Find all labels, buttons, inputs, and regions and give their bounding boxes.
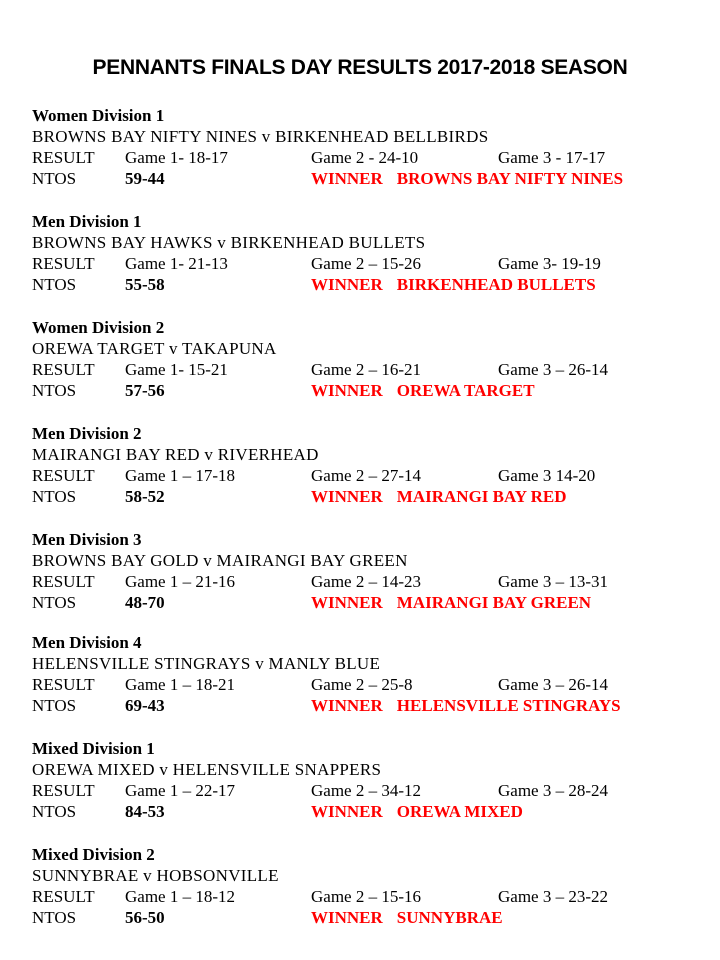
ntos-score: 58-52 [125,487,165,506]
winner-label: WINNER [311,381,383,400]
result-row [32,571,712,592]
result-label: RESULT [32,466,95,485]
game-1-score: Game 1 – 17-18 [125,466,236,485]
ntos-score: 57-56 [125,381,165,400]
winner-text [311,168,623,189]
result-label: RESULT [32,887,95,906]
division-block [32,738,712,822]
result-label: RESULT [32,675,95,694]
game-3-score: Game 3 – 23-22 [498,887,609,906]
ntos-label: NTOS [32,487,77,506]
game-1-score: Game 1 – 22-17 [125,781,236,800]
ntos-label: NTOS [32,593,77,612]
game-2-score: Game 2 – 27-14 [311,466,422,485]
division-heading: Men Division 3 [32,530,142,549]
division-block [32,632,712,716]
game-3-score: Game 3- 19-19 [498,254,601,273]
division-heading: Men Division 4 [32,633,142,652]
ntos-score: 69-43 [125,696,165,715]
winner-team: BROWNS BAY NIFTY NINES [396,169,624,188]
result-label: RESULT [32,572,95,591]
winner-text [311,380,535,401]
ntos-label: NTOS [32,169,77,188]
result-row [32,886,712,907]
winner-team: MAIRANGI BAY RED [396,487,567,506]
winner-team: OREWA TARGET [396,381,535,400]
division-block [32,317,712,401]
division-block [32,105,712,189]
ntos-row [32,907,712,928]
division-block [32,844,712,928]
result-row [32,359,712,380]
winner-team: BIRKENHEAD BULLETS [396,275,596,294]
winner-label: WINNER [311,487,383,506]
result-row [32,465,712,486]
ntos-row [32,486,712,507]
game-3-score: Game 3 14-20 [498,466,596,485]
division-block [32,529,712,613]
game-3-score: Game 3 - 17-17 [498,148,606,167]
ntos-label: NTOS [32,696,77,715]
ntos-row [32,592,712,613]
ntos-score: 48-70 [125,593,165,612]
ntos-row [32,695,712,716]
division-heading: Women Division 2 [32,318,165,337]
ntos-row [32,801,712,822]
game-2-score: Game 2 – 15-16 [311,887,422,906]
ntos-row [32,168,712,189]
division-matchup: HELENSVILLE STINGRAYS v MANLY BLUE [32,654,381,673]
winner-team: OREWA MIXED [396,802,523,821]
game-1-score: Game 1- 15-21 [125,360,228,379]
result-label: RESULT [32,781,95,800]
division-heading: Men Division 2 [32,424,142,443]
division-block [32,423,712,507]
division-matchup: OREWA MIXED v HELENSVILLE SNAPPERS [32,760,382,779]
winner-text [311,801,523,822]
ntos-score: 55-58 [125,275,165,294]
game-2-score: Game 2 – 14-23 [311,572,422,591]
winner-text [311,695,621,716]
ntos-row [32,274,712,295]
winner-team: MAIRANGI BAY GREEN [396,593,592,612]
winner-label: WINNER [311,169,383,188]
winner-label: WINNER [311,908,383,927]
game-3-score: Game 3 – 28-24 [498,781,609,800]
game-3-score: Game 3 – 26-14 [498,675,609,694]
ntos-row [32,380,712,401]
division-matchup: OREWA TARGET v TAKAPUNA [32,339,277,358]
result-row [32,674,712,695]
ntos-label: NTOS [32,381,77,400]
winner-label: WINNER [311,696,383,715]
ntos-label: NTOS [32,802,77,821]
game-1-score: Game 1- 21-13 [125,254,228,273]
division-block [32,211,712,295]
division-matchup: MAIRANGI BAY RED v RIVERHEAD [32,445,319,464]
result-row [32,253,712,274]
game-2-score: Game 2 – 25-8 [311,675,413,694]
winner-text [311,907,503,928]
winner-label: WINNER [311,802,383,821]
division-heading: Women Division 1 [32,106,165,125]
result-row [32,147,712,168]
division-heading: Mixed Division 1 [32,739,155,758]
winner-text [311,592,591,613]
ntos-label: NTOS [32,275,77,294]
winner-label: WINNER [311,593,383,612]
division-heading: Men Division 1 [32,212,142,231]
game-2-score: Game 2 – 16-21 [311,360,422,379]
result-label: RESULT [32,360,95,379]
game-2-score: Game 2 – 34-12 [311,781,422,800]
game-1-score: Game 1 – 18-21 [125,675,236,694]
ntos-score: 84-53 [125,802,165,821]
division-heading: Mixed Division 2 [32,845,155,864]
winner-text [311,274,596,295]
game-1-score: Game 1 – 18-12 [125,887,236,906]
division-matchup: BROWNS BAY GOLD v MAIRANGI BAY GREEN [32,551,408,570]
ntos-label: NTOS [32,908,77,927]
game-2-score: Game 2 – 15-26 [311,254,422,273]
result-label: RESULT [32,254,95,273]
game-1-score: Game 1- 18-17 [125,148,228,167]
game-3-score: Game 3 – 26-14 [498,360,609,379]
page-title: PENNANTS FINALS DAY RESULTS 2017-2018 SEASON [92,56,628,79]
result-label: RESULT [32,148,95,167]
ntos-score: 56-50 [125,908,165,927]
game-2-score: Game 2 - 24-10 [311,148,419,167]
ntos-score: 59-44 [125,169,165,188]
winner-team: HELENSVILLE STINGRAYS [396,696,621,715]
division-matchup: SUNNYBRAE v HOBSONVILLE [32,866,279,885]
game-3-score: Game 3 – 13-31 [498,572,609,591]
winner-team: SUNNYBRAE [396,908,503,927]
winner-text [311,486,567,507]
result-row [32,780,712,801]
winner-label: WINNER [311,275,383,294]
game-1-score: Game 1 – 21-16 [125,572,236,591]
division-matchup: BROWNS BAY HAWKS v BIRKENHEAD BULLETS [32,233,426,252]
division-matchup: BROWNS BAY NIFTY NINES v BIRKENHEAD BELLBIRDS [32,127,489,146]
